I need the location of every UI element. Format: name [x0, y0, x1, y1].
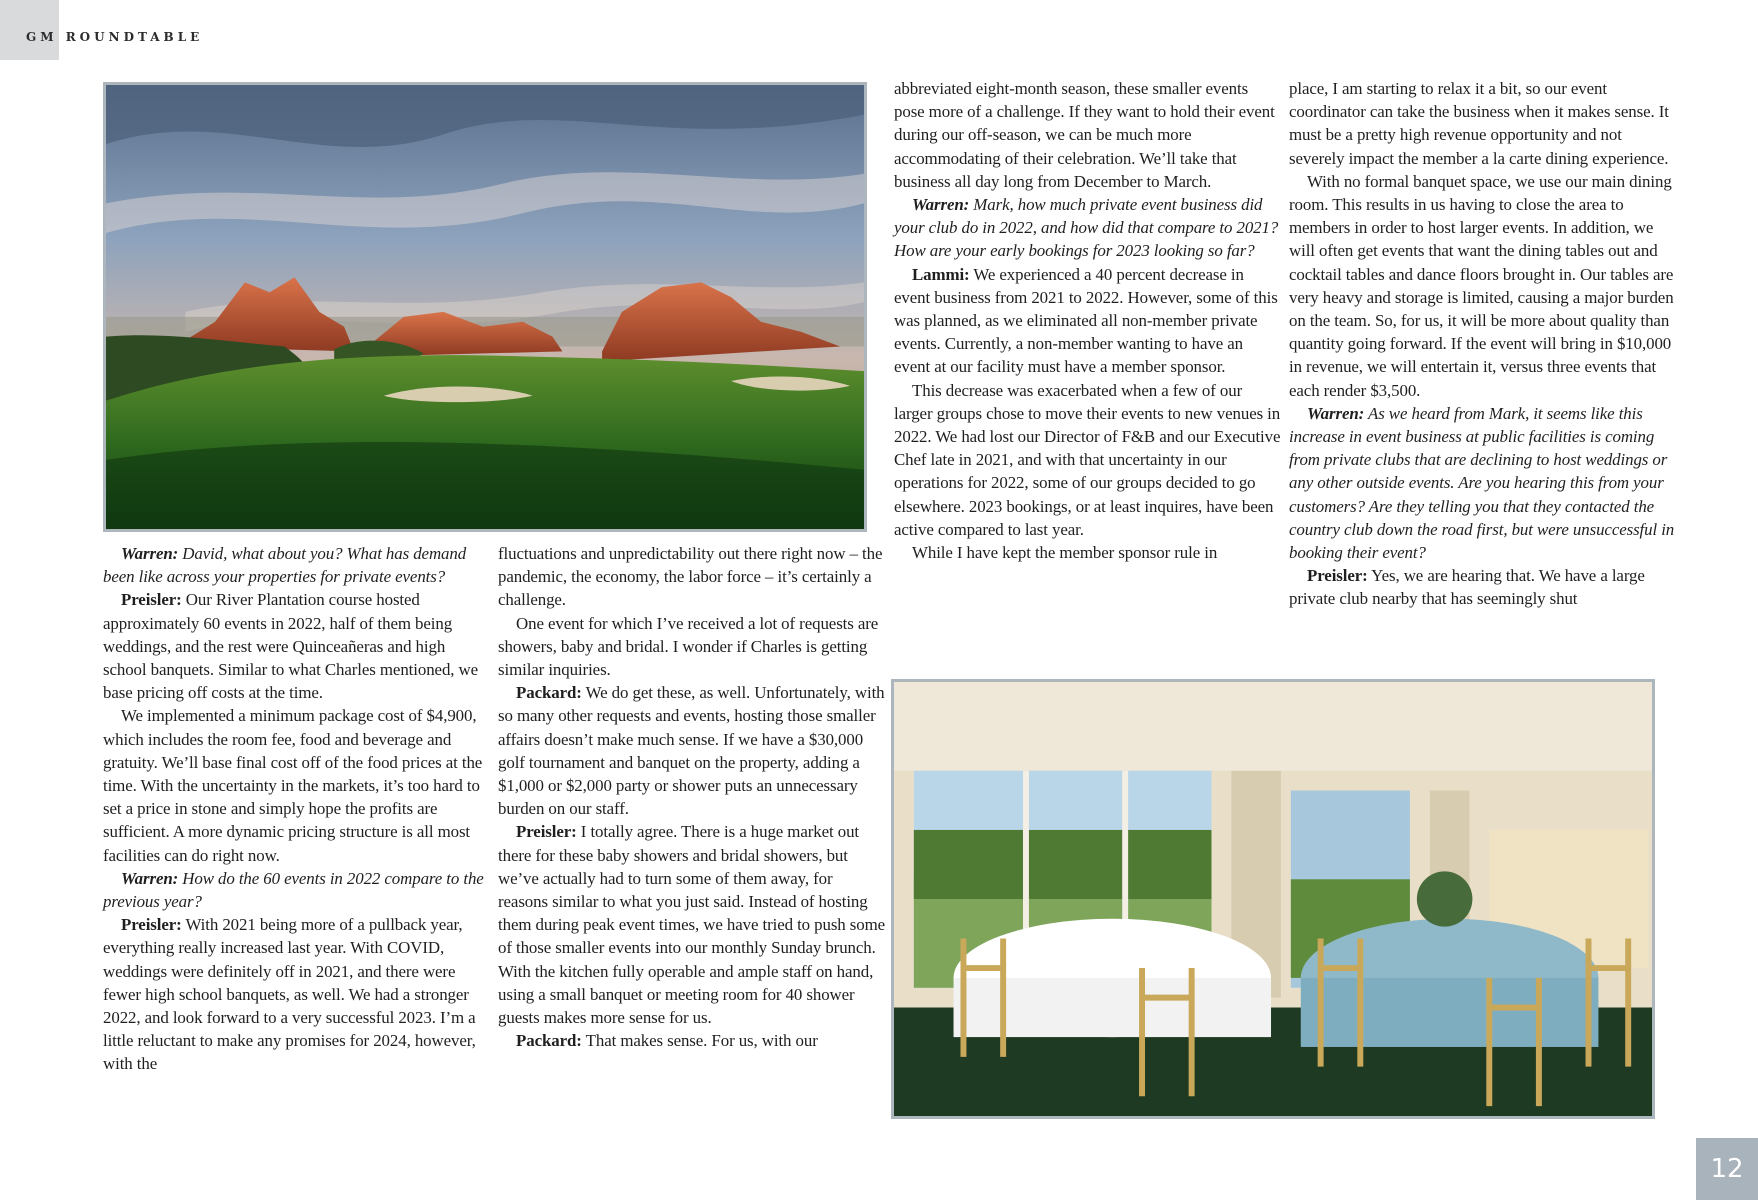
paragraph: [894, 541, 1282, 564]
question-text: As we heard from Mark, it seems like this increase in event business at public facilities is coming from private clubs that are declining to host weddings or any other outside events. Are you hearing this from your customers? Are they telling you that they contacted the country club down the road first, but were unsuccessful in booking their event?: [1289, 403, 1675, 563]
section-header: GM ROUNDTABLE: [26, 30, 204, 44]
paragraph: [498, 820, 886, 1029]
speaker-name: Warren:: [1307, 403, 1365, 423]
paragraph: [894, 263, 1282, 379]
body-text: fluctuations and unpredictability out there right now – the pandemic, the economy, the labor force – it’s certainly a challenge.: [498, 544, 883, 610]
answer-text: With 2021 being more of a pullback year, everything really increased last year. With COVID, weddings were definitely off in 2021, and there were fewer high school banquets, as well. We had a stronger 2022, and look forward to a very successful 2023. I’m a little reluctant to make any promises for 2024, however, with the: [103, 915, 476, 1074]
speaker-name: Preisler:: [121, 590, 182, 610]
answer-text: We experienced a 40 percent decrease in event business from 2021 to 2022. However, some of this was planned, as we eliminated all non-member private events. Currently, a non-member wanting to have an event at our facility must have a member sponsor.: [894, 264, 1278, 377]
article-column-1: [103, 542, 491, 1076]
answer-text: We do get these, as well. Unfortunately, with so many other requests and events, hosting those smaller affairs doesn’t make much sense. If we have a $30,000 golf tournament and banquet on the property, adding a $1,000 or $2,000 party or shower puts an unnecessary burden on our staff.: [498, 683, 885, 819]
body-text: One event for which I’ve received a lot of requests are showers, baby and bridal. I wonder if Charles is getting similar inquiries.: [498, 613, 879, 680]
article-column-2: [498, 542, 886, 1052]
speaker-name: Warren:: [121, 868, 179, 888]
body-text: place, I am starting to relax it a bit, so our event coordinator can take the business when it makes sense. It must be a pretty high revenue opportunity and not severely impact the member a la carte dining experience.: [1289, 79, 1669, 168]
body-text: While I have kept the member sponsor rule in: [912, 543, 1218, 563]
paragraph: [894, 379, 1282, 541]
paragraph: [894, 193, 1282, 263]
speaker-name: Preisler:: [516, 822, 577, 842]
question-text: David, what about you? What has demand been like across your properties for private events?: [103, 544, 467, 587]
answer-text: That makes sense. For us, with our: [581, 1031, 818, 1051]
golf-course-photo: [103, 82, 867, 532]
body-text: abbreviated eight-month season, these smaller events pose more of a challenge. If they want to hold their event during our off-season, we can be much more accommodating of their celebration. We’ll take that business all day long from December to March.: [894, 79, 1275, 191]
speaker-name: Warren:: [121, 544, 179, 563]
answer-text: I totally agree. There is a huge market out there for these baby showers and bridal showers, but we’ve actually had to turn some of them away, for reasons similar to what you just said. Instead of hosting them during peak event times, we have tried to push some of those smaller events into our monthly Sunday brunch. With the kitchen fully operable and ample staff on hand, using a small banquet or meeting room for 40 shower guests makes more sense for us.: [498, 822, 886, 1028]
golf-course-red-rocks-photo-icon: [106, 85, 864, 529]
article-column-3: [894, 77, 1282, 564]
paragraph: [498, 542, 886, 612]
paragraph: [103, 867, 491, 913]
speaker-name: Lammi:: [912, 264, 970, 284]
body-text: With no formal banquet space, we use our main dining room. This results in us having to close the area to members in order to host larger events. In addition, we will often get events that want the dining tables out and cocktail tables and dance floors brought in. Our tables are very heavy and storage is limited, causing a major burden on the team. So, for us, it will be more about quality than quantity going forward. If the event will bring in $10,000 in revenue, we will entertain it, versus three events that each render $3,500.: [1289, 171, 1674, 400]
answer-text: Our River Plantation course hosted approximately 60 events in 2022, half of them being weddings, and the rest were Quinceañeras and high school banquets. Similar to what Charles mentioned, we base pricing off costs at the time.: [103, 590, 479, 703]
speaker-name: Packard:: [516, 1031, 582, 1051]
speaker-name: Preisler:: [121, 915, 182, 935]
paragraph: [498, 681, 886, 820]
paragraph: [498, 612, 886, 682]
banquet-room-photo: [891, 679, 1655, 1119]
body-text: This decrease was exacerbated when a few of our larger groups chose to move their events to new venues in 2022. We had lost our Director of F&B and our Executive Chef late in 2021, and with that uncertainty in our operations for 2022, some of our groups decided to go elsewhere. 2023 bookings, or at least inquires, have been active compared to last year.: [894, 380, 1281, 539]
paragraph: [103, 588, 491, 704]
paragraph: [103, 913, 491, 1075]
paragraph: [498, 1029, 886, 1052]
paragraph: [103, 542, 491, 588]
paragraph: [1289, 564, 1677, 610]
speaker-name: Preisler:: [1307, 566, 1368, 586]
paragraph: [1289, 77, 1677, 170]
paragraph: [894, 77, 1282, 193]
answer-text: Yes, we are hearing that. We have a large private club nearby that has seemingly shut: [1289, 566, 1645, 609]
question-text: How do the 60 events in 2022 compare to the previous year?: [103, 868, 484, 912]
speaker-name: Warren:: [912, 195, 970, 215]
question-text: Mark, how much private event business did your club do in 2022, and how did that compare to 2021? How are your early bookings for 2023 looking so far?: [894, 195, 1279, 261]
body-text: We implemented a minimum package cost of $4,900, which includes the room fee, food and beverage and gratuity. We’ll base final cost off of the food prices at the time. With the uncertainty in the markets, it’s too hard to set a price in stone and simply hope the profits are sufficient. A more dynamic pricing structure is all most facilities can do right now.: [103, 706, 483, 865]
paragraph: [103, 704, 491, 866]
paragraph: [1289, 402, 1677, 564]
banquet-room-photo-icon: [894, 682, 1652, 1116]
speaker-name: Packard:: [516, 683, 582, 703]
article-column-4: [1289, 77, 1677, 611]
paragraph: [1289, 170, 1677, 402]
page-number: 12: [1696, 1138, 1758, 1200]
